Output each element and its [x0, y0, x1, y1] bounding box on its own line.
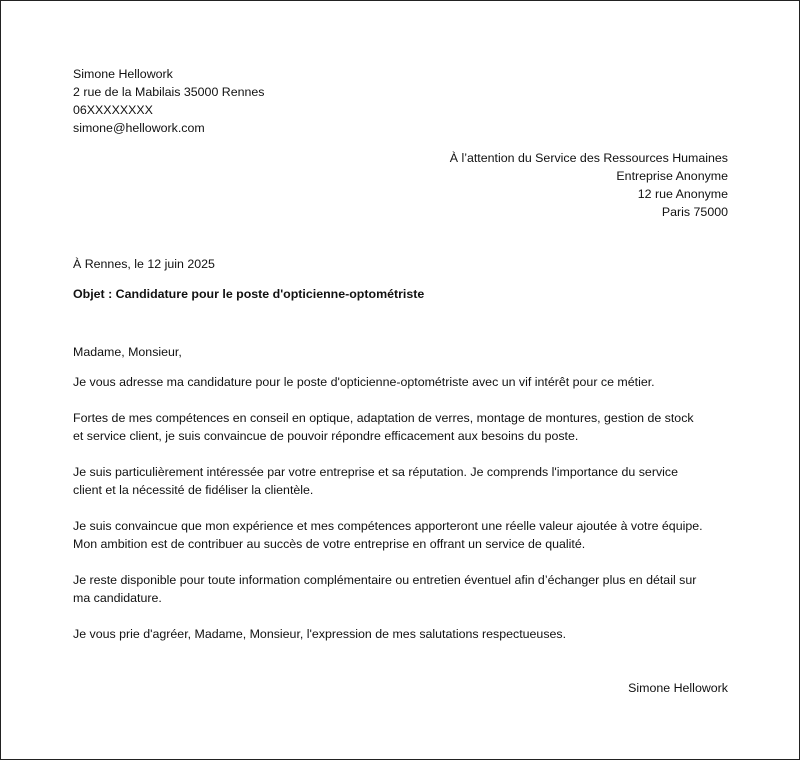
paragraph-line: Fortes de mes compétences en conseil en optique, adaptation de verres, montage de montures, gestion de stock [73, 411, 694, 425]
signature: Simone Hellowork [628, 681, 728, 695]
paragraph-ambition [73, 517, 728, 553]
sender-email: simone@hellowork.com [73, 121, 205, 135]
paragraph-skills [73, 409, 728, 445]
recipient-company: Entreprise Anonyme [616, 169, 728, 183]
paragraph-line: client et la nécessité de fidéliser la clientèle. [73, 483, 314, 497]
sender-address: 2 rue de la Mabilais 35000 Rennes [73, 85, 265, 99]
paragraph-line: Je suis particulièrement intéressée par votre entreprise et sa réputation. Je comprends l'importance du service [73, 465, 678, 479]
paragraph-line: ma candidature. [73, 591, 162, 605]
letter-date: À Rennes, le 12 juin 2025 [73, 257, 215, 271]
paragraph-availability [73, 571, 728, 607]
paragraph-line: et service client, je suis convaincue de pouvoir répondre efficacement aux besoins du poste. [73, 429, 579, 443]
recipient-city: Paris 75000 [661, 205, 728, 219]
paragraph-line: Mon ambition est de contribuer au succès de votre entreprise en offrant un service de qualité. [73, 537, 586, 551]
recipient-street: 12 rue Anonyme [637, 187, 728, 201]
paragraph-intro: Je vous adresse ma candidature pour le poste d'opticienne-optométriste avec un vif intérêt pour ce métier. [73, 375, 655, 389]
letter-subject: Objet : Candidature pour le poste d'opticienne-optométriste [73, 287, 425, 301]
recipient-attention: À l’attention du Service des Ressources Humaines [449, 151, 728, 165]
sender-name: Simone Hellowork [73, 67, 173, 81]
paragraph-line: Je suis convaincue que mon expérience et mes compétences apporteront une réelle valeur ajoutée à votre équipe. [73, 519, 703, 533]
sender-phone: 06XXXXXXXX [73, 103, 153, 117]
paragraph-line: Je reste disponible pour toute information complémentaire ou entretien éventuel afin d’échanger plus en détail sur [73, 573, 697, 587]
paragraph-closing: Je vous prie d'agréer, Madame, Monsieur, l'expression de mes salutations respectueuses. [73, 627, 567, 641]
recipient-block [73, 149, 728, 221]
letter-salutation: Madame, Monsieur, [73, 345, 182, 359]
paragraph-company-interest [73, 463, 728, 499]
sender-block [73, 65, 728, 137]
cover-letter [73, 65, 728, 697]
